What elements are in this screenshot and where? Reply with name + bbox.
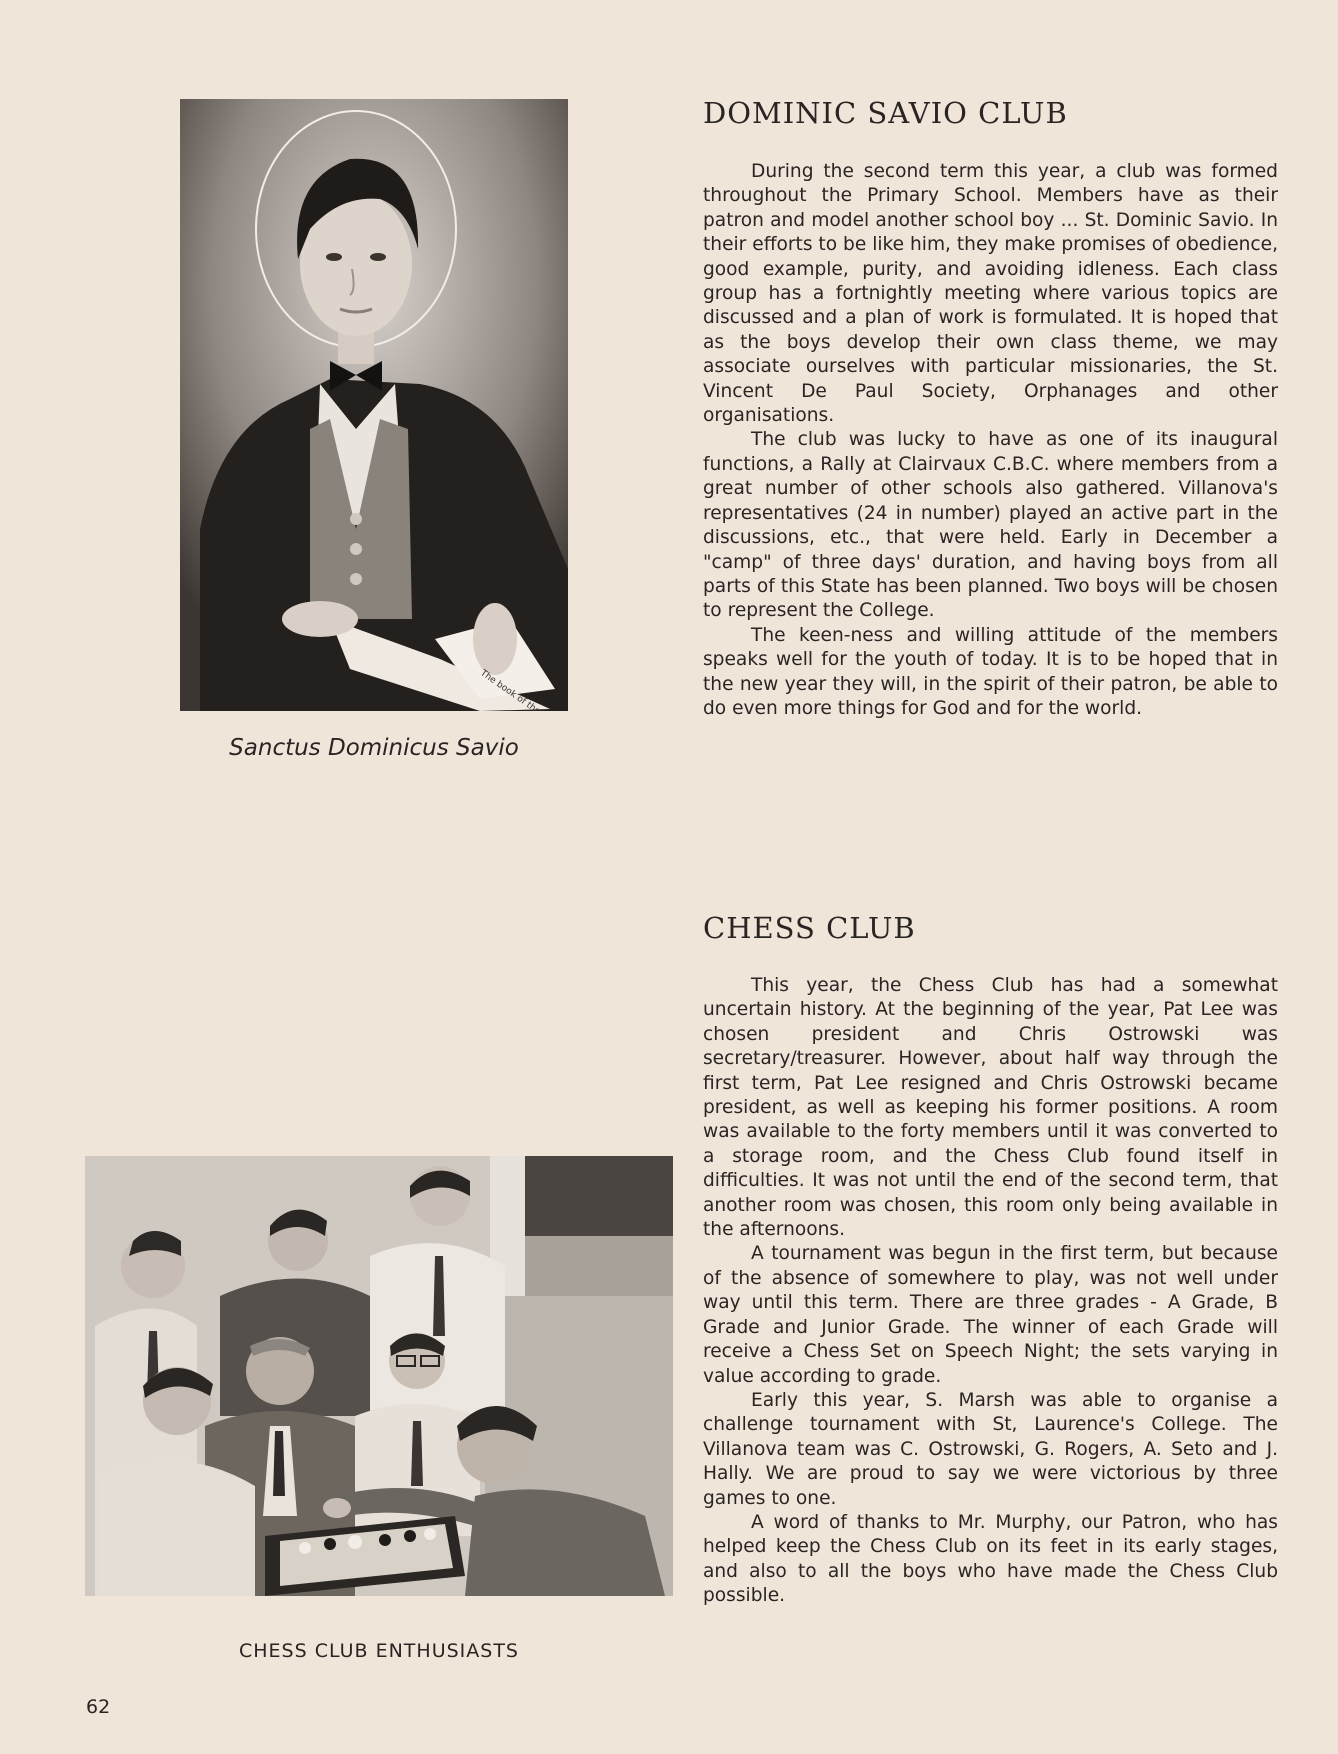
chess-article	[703, 911, 1278, 1609]
portrait-photo	[180, 99, 568, 711]
savio-paragraph-2: The club was lucky to have as one of its inaugural functions, a Rally at Clairvaux C.B.C. where members from a great number of other schools also gathered. Villanova's representatives (24 in number) played an active part in the discussions, etc., that were held. Early in December a "camp" of three days' duration, and having boys from all parts of this State has been planned. Two boys will be chosen to represent the College.	[703, 429, 1278, 622]
chess-photo	[85, 1156, 673, 1596]
book-inscription: The book of	[478, 668, 528, 707]
portrait-illustration	[180, 99, 568, 711]
portrait-caption: Sanctus Dominicus Savio	[229, 735, 519, 761]
chess-paragraph-2: A tournament was begun in the first term, but because of the absence of somewhere to play, was not well under way until this term. There are three grades - A Grade, B Grade and Junior Grade. The winner of each Grade will receive a Chess Set on Speech Night; the sets varying in value according to grade.	[703, 1243, 1278, 1387]
chess-title: CHESS CLUB	[703, 911, 916, 945]
savio-paragraph-3: The keen-ness and willing attitude of the members speaks well for the youth of today. It is to be hoped that in the new year they will, in the spirit of their patron, be able to do even more things for God and for the world.	[703, 624, 1278, 719]
chess-photo-caption: CHESS CLUB ENTHUSIASTS	[238, 1640, 519, 1662]
savio-body	[703, 160, 1278, 721]
chess-paragraph-3: Early this year, S. Marsh was able to organise a challenge tournament with St, Laurence's College. The Villanova team was C. Ostrowski, G. Rogers, A. Seto and J. Hally. We are proud to say we were victorious by three games to one.	[703, 1389, 1278, 1509]
chess-paragraph-1: This year, the Chess Club has had a somewhat uncertain history. At the beginning of the year, Pat Lee was chosen president and Chris Ostrowski was secretary/treasurer. However, about half way through the first term, Pat Lee resigned and Chris Ostrowski became president, as well as keeping his former positions. A room was available to the forty members until it was converted to a storage room, and the Chess Club found itself in difficulties. It was not until the end of the second term, that another room was chosen, this room only being available in the afternoons.	[703, 975, 1278, 1241]
savio-article	[703, 96, 1278, 721]
savio-title: DOMINIC SAVIO CLUB	[703, 96, 1068, 130]
chess-photo-illustration	[85, 1156, 673, 1596]
chess-paragraph-4: A word of thanks to Mr. Murphy, our Patron, who has helped keep the Chess Club on its feet in its early stages, and also to all the boys who have made the Chess Club possible.	[703, 1511, 1278, 1607]
page-number: 62	[86, 1696, 111, 1718]
savio-paragraph-1: During the second term this year, a club was formed throughout the Primary School. Members have as their patron and model another school boy ... St. Dominic Savio. In their efforts to be like him, they make promises of obedience, good example, purity, and avoiding idleness. Each class group has a fortnightly meeting where various topics are discussed and a plan of work is formulated. It is hoped that as the boys develop their own class theme, we may associate ourselves with particular missionaries, the St. Vincent De Paul Society, Orphanages and other organisations.	[703, 161, 1278, 427]
chess-body	[703, 974, 1278, 1609]
